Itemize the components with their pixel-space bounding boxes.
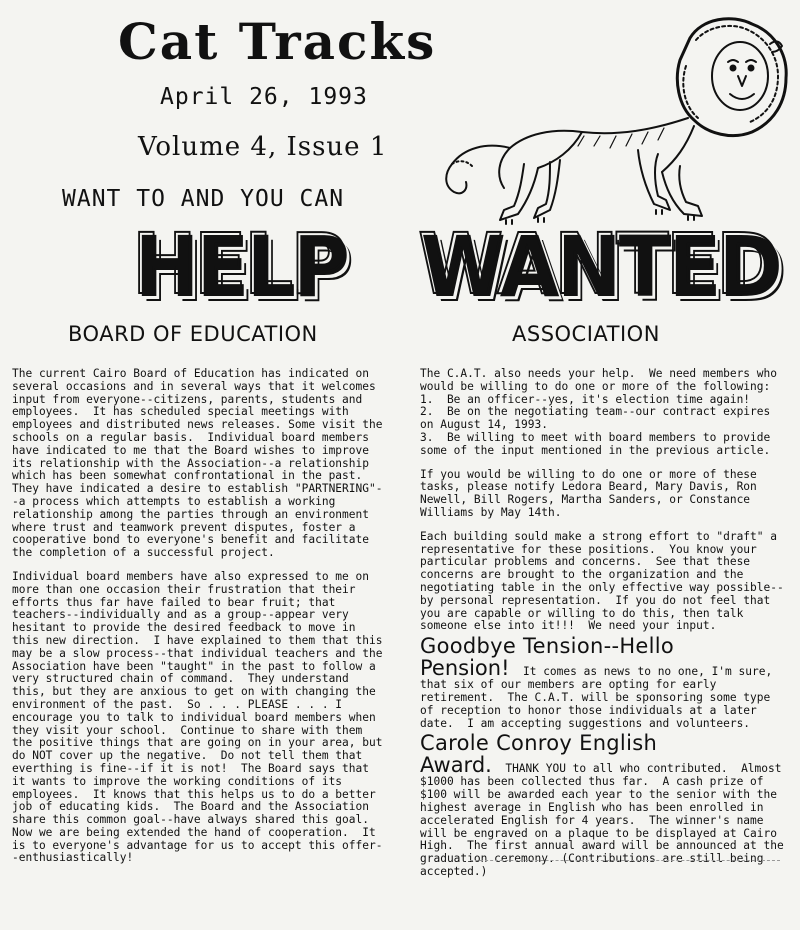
- pension-heading-continued: Pension!: [420, 656, 510, 681]
- issue-date: April 26, 1993: [160, 84, 368, 110]
- article-paragraph: The C.A.T. also needs your help. We need members who would be willing to do one or more of the following: 1. Be an officer--yes, it's election time again! 2. Be on the negotiating team--our contract expires on August 14, 1993. 3. Be willing to meet with board members to provide some of the input mentioned in the previous article.: [420, 367, 777, 457]
- pension-body: It comes as news to no one, I'm sure, that six of our members are opting for early retirement. The C.A.T. will be sponsoring some type of reception to honor those individuals at a later date. I am accepting suggestions and volunteers.: [420, 665, 779, 730]
- article-paragraph: The current Cairo Board of Education has indicated on several occasions and in several ways that it welcomes input from everyone--citizens, parents, students and employees. It has scheduled special meetings with employees and distributed news releases. Some visit the schools on a regular basis. Individual board members have indicated to me that the Board wishes to improve its relationship with the Association--a relationship which has been somewhat confrontational in the past. They have indicated a desire to establish "PARTNERING"--a process which attempts to establish a working relationship among the parties through an environment where trust and teamwork prevent disputes, foster a cooperative bond to everyone's benefit and facilitate the completion of a successful project.: [12, 367, 390, 560]
- pension-heading: Goodbye Tension--Hello: [420, 634, 675, 659]
- article-paragraph: If you would be willing to do one or more of these tasks, please notify Ledora Beard, Mary Davis, Ron Newell, Bill Rogers, Martha Sanders, or Constance Williams by May 14th.: [420, 467, 764, 519]
- article-paragraph: Each building sould make a strong effort to "draft" a representative for these positions. You know your particular problems and concerns. See that these concerns are brought to the organization and the negotiating table in the only effective way possible--by personal representation. If you do not feel that you are capable or willing to do this, then talk someone else into it!!! We need your input.: [420, 529, 784, 633]
- pension-paragraph: [420, 657, 788, 730]
- newsletter-title: Cat Tracks: [118, 12, 437, 71]
- scan-crease-line: [470, 860, 780, 861]
- wanted-banner-word: WANTED: [418, 215, 778, 313]
- association-heading: ASSOCIATION: [512, 322, 660, 346]
- volume-issue: Volume 4, Issue 1: [138, 132, 388, 162]
- article-paragraph: Individual board members have also expressed to me on more than one occasion their frustration that their efforts thus far have failed to bear fruit; that teachers--individually and as a group--appear very hesitant to provide the desired feedback to move in this new direction. I have explained to them that this may be a slow process--that individual teachers and the Association have been "taught" in the past to follow a very structured chain of command. They understand this, but they are anxious to get on with changing the environment of the past. So . . . PLEASE . . . I encourage you to talk to individual board members when they visit your school. Continue to share with them the positive things that are going on in your area, but do NOT cover up the negative. Do not tell them that everthing is fine--if it is not! The Board says that it wants to improve the working conditions of its employees. It knows that this helps us to do a better job of educating kids. The Board and the Association share this common goal--have always shared this goal. Now we are being extended the hand of cooperation. It is to everyone's advantage for us to accept this offer--enthusiastically!: [12, 569, 390, 865]
- lion-mascot-illustration: [440, 10, 792, 228]
- board-of-education-heading: BOARD OF EDUCATION: [68, 322, 318, 346]
- award-heading: Carole Conroy English: [420, 731, 658, 756]
- award-heading-continued: Award.: [420, 753, 492, 778]
- help-banner-word: HELP: [132, 215, 345, 313]
- award-body: THANK YOU to all who contributed. Almost $1000 has been collected thus far. A cash prize of $100 will be awarded each year to the senior with the highest average in English who has been enrolled in accelerated English for 4 years. The winner's name will be engraved on a plaque to be displayed at Cairo High. The first annual award will be announced at the graduation ceremony. (Contributions are still being accepted.): [420, 762, 791, 878]
- association-article: [420, 367, 791, 879]
- tagline: WANT TO AND YOU CAN: [62, 186, 345, 212]
- board-of-education-article: [12, 368, 388, 876]
